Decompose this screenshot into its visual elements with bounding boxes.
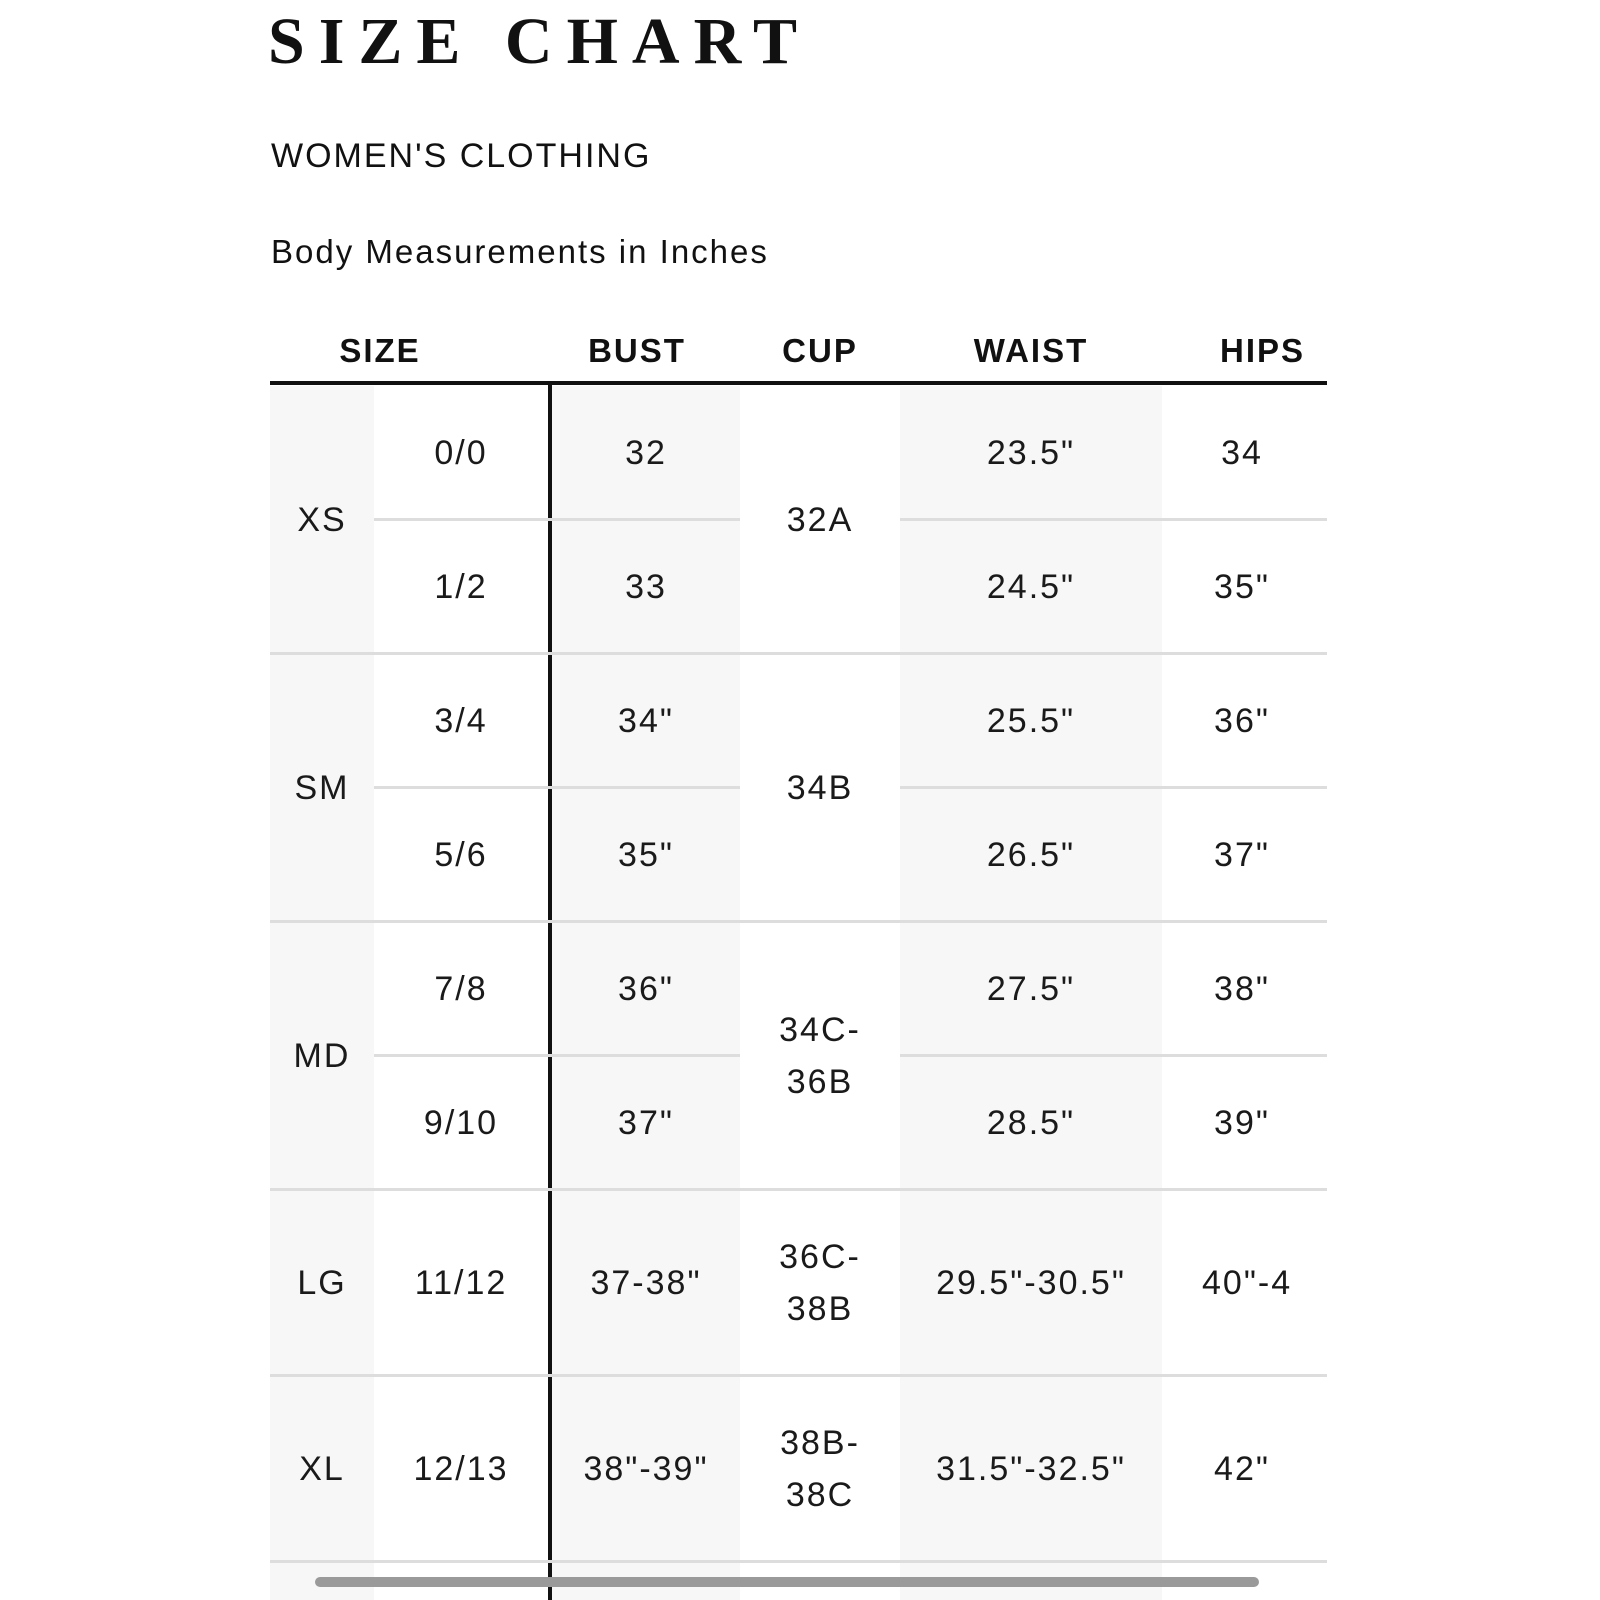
header-waist: WAIST (973, 332, 1089, 369)
header-bust: BUST (588, 332, 686, 369)
hips-value: 34 (1221, 434, 1263, 472)
waist-value: 29.5"-30.5" (936, 1264, 1126, 1302)
hips-value: 37" (1214, 836, 1270, 874)
size-group-label: SM (294, 769, 350, 807)
section-subtitle: WOMEN'S CLOTHING (271, 137, 652, 175)
bust-value: 36" (618, 970, 674, 1008)
table-caption: Body Measurements in Inches (271, 233, 769, 270)
hips-value: 42" (1214, 1450, 1270, 1488)
size-value: 9/10 (423, 1104, 499, 1142)
cup-value: 34B (786, 769, 854, 807)
hips-value: 35" (1214, 568, 1270, 606)
size-group-label: MD (293, 1037, 351, 1075)
waist-value: 28.5" (986, 1104, 1076, 1142)
hips-value: 39" (1214, 1104, 1270, 1142)
bust-value: 37-38" (590, 1264, 702, 1302)
size-group-label: XL (299, 1450, 345, 1488)
header-cup: CUP (782, 332, 858, 369)
size-value: 0/0 (434, 434, 488, 472)
size-group-label: LG (297, 1264, 347, 1302)
waist-value: 27.5" (986, 970, 1076, 1008)
group-divider (270, 1560, 1327, 1563)
size-value: 12/13 (413, 1450, 509, 1488)
cup-value: 38B- 38C (780, 1424, 860, 1514)
header-size: SIZE (339, 332, 421, 369)
hips-value: 40"-4 (1202, 1264, 1293, 1302)
bust-value: 34" (618, 702, 674, 740)
page-title: SIZE CHART (268, 5, 811, 78)
size-table[interactable] (270, 318, 1327, 1600)
header-hips: HIPS (1220, 332, 1306, 369)
hips-value: 36" (1214, 702, 1270, 740)
size-group-label: XS (297, 501, 347, 539)
bust-value: 38"-39" (583, 1450, 709, 1488)
header-rule (270, 381, 1327, 385)
size-value: 3/4 (434, 702, 488, 740)
size-value: 5/6 (434, 836, 488, 874)
cup-value: 36C- 38B (779, 1238, 861, 1328)
waist-value: 24.5" (986, 568, 1076, 606)
hips-value: 38" (1214, 970, 1270, 1008)
size-value: 1/2 (434, 568, 488, 606)
bust-value: 37" (618, 1104, 674, 1142)
cup-value: 34C- 36B (779, 1011, 861, 1101)
size-value: 11/12 (414, 1264, 508, 1302)
waist-value: 31.5"-32.5" (936, 1450, 1126, 1488)
bust-value: 35" (618, 836, 674, 874)
bust-value: 33 (625, 568, 667, 606)
bust-value: 32 (625, 434, 667, 472)
horizontal-scrollbar[interactable] (315, 1577, 1259, 1587)
size-value: 7/8 (434, 970, 488, 1008)
waist-value: 25.5" (986, 702, 1076, 740)
cup-value: 32A (786, 501, 854, 539)
waist-value: 26.5" (986, 836, 1076, 874)
waist-value: 23.5" (986, 434, 1076, 472)
